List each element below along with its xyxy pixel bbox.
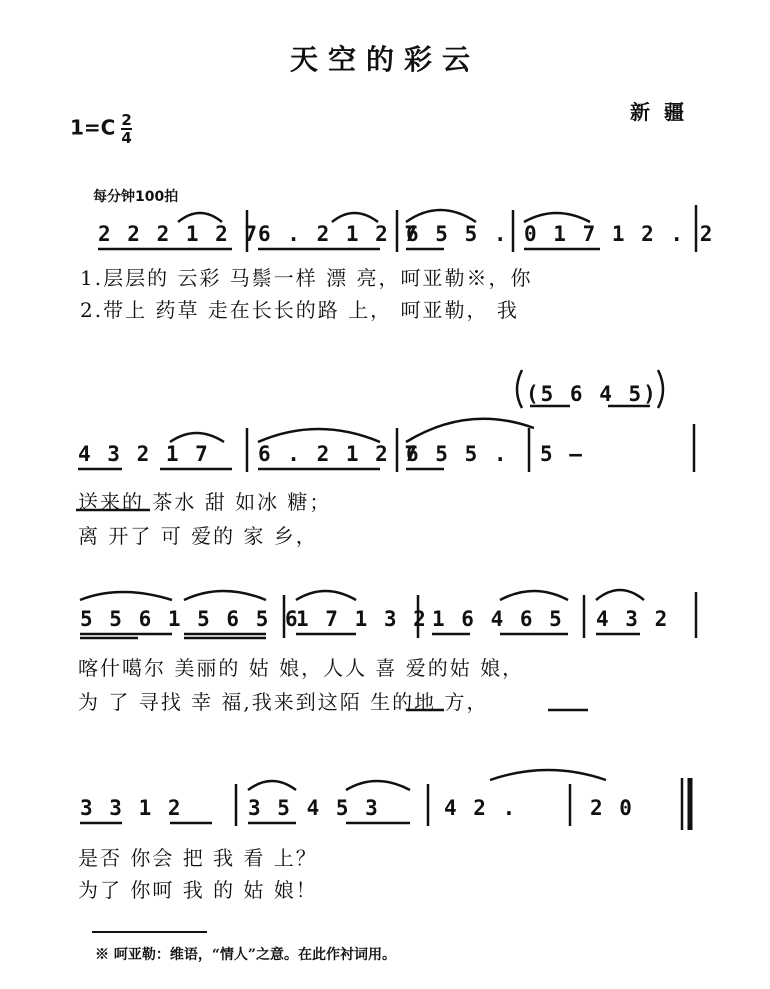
row1-measure1: 2 2 2 1 2 7 (98, 222, 260, 246)
row4-measure3: 4 2 . (444, 796, 518, 820)
bracket-right (658, 370, 663, 408)
row2-measure4: 5 – (540, 442, 584, 466)
row2-measure3: 6 5 5 . (406, 442, 509, 466)
row4-lyrics-verse2: 为了 你呵 我 的 姑 娘！ (78, 878, 318, 902)
slur (248, 781, 296, 790)
row3-measure4: 4 3 2 (596, 607, 670, 631)
row3-lyrics-verse2: 为 了 寻找 幸 福,我来到这陌 生的地 方， (78, 690, 489, 714)
slur (346, 781, 410, 790)
footnote-divider (92, 931, 207, 933)
row2-lyrics-verse1: 送来的 茶水 甜 如冰 糖； (78, 490, 332, 514)
row1-measure3: 6 5 5 . (406, 222, 509, 246)
row4-measure1: 3 3 1 2 (80, 796, 183, 820)
row3-measure3: 1 6 4 6 5 (432, 607, 564, 631)
row1-measure2: 6 . 2 1 2 7 (258, 222, 420, 246)
row3-measure1: 5 5 6 1 5 6 5 6 (80, 607, 300, 631)
row2-measure1: 4 3 2 1 7 (78, 442, 210, 466)
row2-lyrics-verse2: 离 开了 可 爱的 家 乡， (78, 524, 318, 548)
row4-measure2: 3 5 4 5 3 (248, 796, 380, 820)
row4-measure4: 2 0 (590, 796, 634, 820)
slur (178, 213, 222, 222)
row2-bracket-notes: (5 6 4 5) (526, 382, 658, 406)
slur (406, 419, 534, 442)
slur (490, 770, 606, 780)
bracket-left (517, 370, 522, 408)
song-origin: 新疆 (630, 100, 698, 124)
slur (258, 429, 380, 442)
row1-lyrics-verse2: 2.带上 药草 走在长长的路 上， 呵亚勒， 我 (80, 298, 519, 322)
slur (596, 590, 644, 600)
row3-measure2: 1 7 1 3 2 (296, 607, 428, 631)
slur (170, 433, 224, 442)
footnote: ※ 呵亚勒：维语，“情人”之意。在此作衬词用。 (95, 947, 396, 963)
row2-measure2: 6 . 2 1 2 7 (258, 442, 420, 466)
row3-lyrics-verse1: 喀什噶尔 美丽的 姑 娘，人人 喜 爱的姑 娘， (78, 656, 525, 680)
row4-lyrics-verse1: 是否 你会 把 我 看 上？ (78, 846, 318, 870)
slur (80, 592, 172, 600)
slur (332, 213, 378, 222)
key-label: 1=C (70, 115, 116, 140)
slur (296, 591, 356, 600)
slur (184, 591, 266, 600)
tempo-marking: 每分钟100拍 (93, 189, 179, 205)
row1-lyrics-verse1: 1.层层的 云彩 马鬃一样 漂 亮，呵亚勒※，你 (80, 266, 533, 290)
slur (406, 210, 476, 222)
slur (524, 213, 590, 222)
slur (500, 591, 568, 600)
time-numerator: 2 (121, 111, 132, 129)
song-title: 天空的彩云 (289, 43, 480, 76)
row1-measure4: 0 1 7 1 2 . 2 (524, 222, 715, 246)
time-denominator: 4 (121, 129, 132, 147)
